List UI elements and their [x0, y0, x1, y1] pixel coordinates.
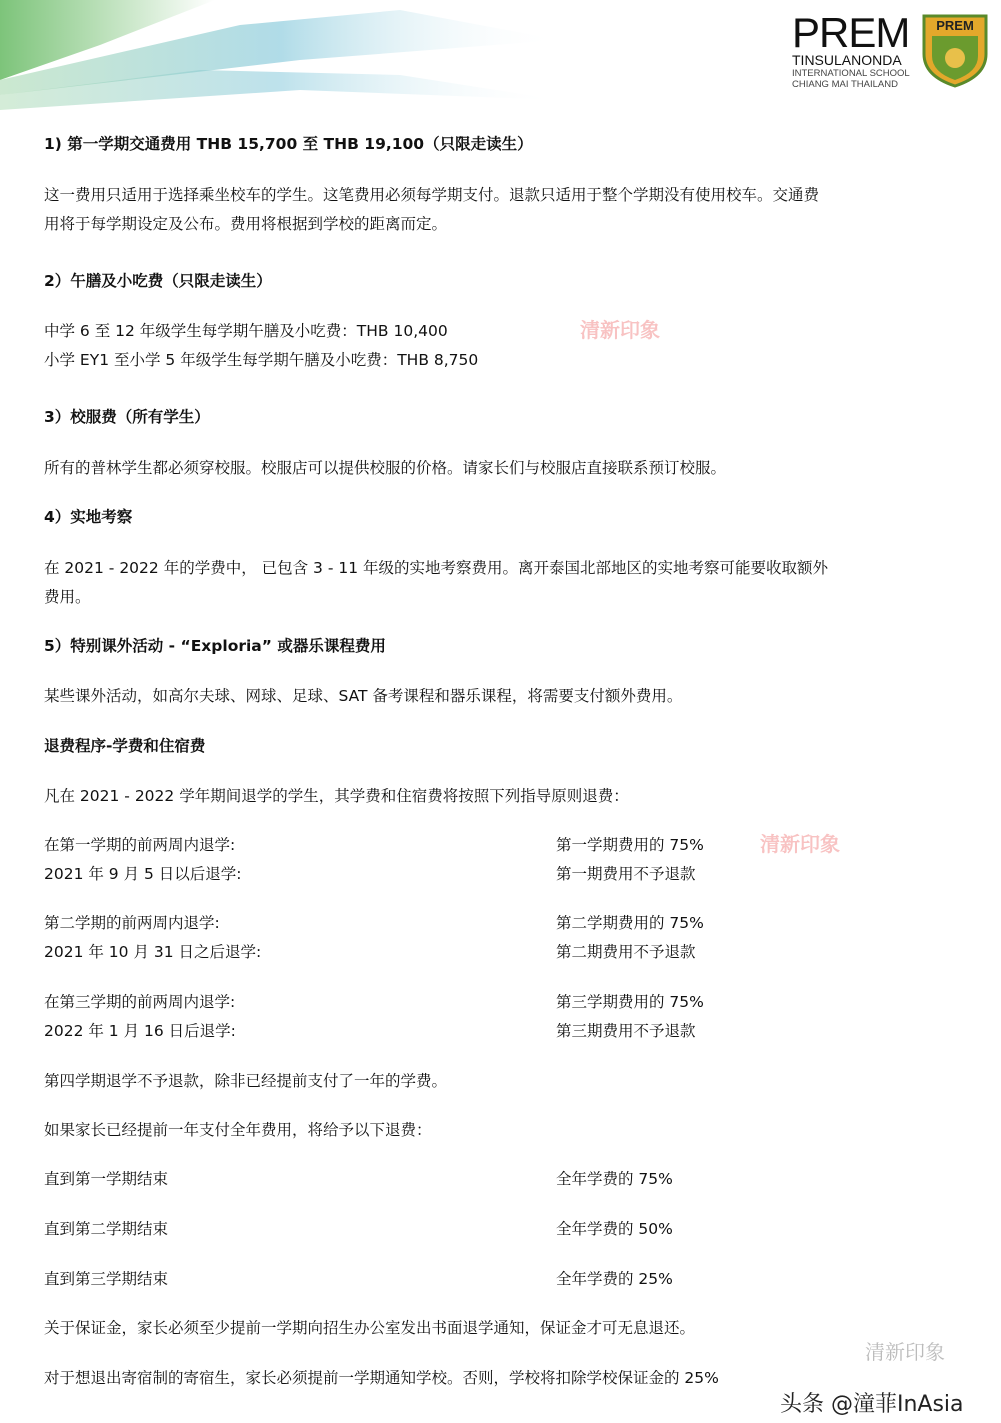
section-5-text: 某些课外活动，如高尔夫球、网球、足球、SAT 备考课程和器乐课程，将需要支付额外费用。 [44, 687, 683, 705]
section-2-text: 中学 6 至 12 年级学生每学期午膳及小吃费：THB 10,400 [44, 322, 448, 340]
refund-row-value: 第二期费用不予退款 [556, 943, 696, 961]
section-5-heading: 5）特别课外活动 - “Exploria” 或器乐课程费用 [44, 637, 386, 655]
refund-row-value: 第三期费用不予退款 [556, 1022, 696, 1040]
refund-heading: 退费程序-学费和住宿费 [44, 737, 206, 755]
school-logo: PREM TINSULANONDA INTERNATIONAL SCHOOL CHIANG MAI THAILAND [792, 9, 910, 90]
section-3-heading: 3）校服费（所有学生） [44, 408, 210, 426]
section-4-heading: 4）实地考察 [44, 508, 133, 526]
refund-row-label: 第二学期的前两周内退学: [44, 914, 220, 932]
watermark: 清新印象 [865, 1340, 945, 1364]
watermark-author: 头条 @潼菲InAsia [780, 1392, 964, 1417]
prepaid-row-value: 全年学费的 75% [556, 1170, 673, 1188]
prepaid-row-value: 全年学费的 25% [556, 1270, 673, 1288]
refund-row-value: 第一学期费用的 75% [556, 836, 704, 854]
refund-row-value: 第二学期费用的 75% [556, 914, 704, 932]
school-crest-icon [922, 14, 988, 88]
section-4-text: 在 2021 - 2022 年的学费中， 已包含 3 - 11 年级的实地考察费用。离开泰国北部地区的实地考察可能要收取额外 [44, 559, 829, 577]
section-2-text: 小学 EY1 至小学 5 年级学生每学期午膳及小吃费：THB 8,750 [44, 351, 479, 369]
section-3-text: 所有的普林学生都必须穿校服。校服店可以提供校服的价格。请家长们与校服店直接联系预订校服。 [44, 459, 727, 477]
prepaid-row-label: 直到第三学期结束 [44, 1270, 169, 1288]
boarding-text: 对于想退出寄宿制的寄宿生，家长必须提前一学期通知学校。否则，学校将扣除学校保证金的 25% [44, 1369, 719, 1387]
section-1-text: 这一费用只适用于选择乘坐校车的学生。这笔费用必须每学期支付。退款只适用于整个学期没有使用校车。交通费 [44, 186, 820, 204]
prepaid-row-label: 直到第一学期结束 [44, 1170, 169, 1188]
svg-text:PREM: PREM [936, 18, 974, 33]
refund-row-value: 第三学期费用的 75% [556, 993, 704, 1011]
section-4-text: 费用。 [44, 588, 91, 606]
prepaid-row-label: 直到第二学期结束 [44, 1220, 169, 1238]
section-1-text: 用将于每学期设定及公布。费用将根据到学校的距离而定。 [44, 215, 448, 233]
section-2-heading: 2）午膳及小吃费（只限走读生） [44, 272, 272, 290]
refund-row-label: 2021 年 10 月 31 日之后退学: [44, 943, 262, 961]
refund-row-label: 2022 年 1 月 16 日后退学: [44, 1022, 236, 1040]
refund-intro: 凡在 2021 - 2022 学年期间退学的学生，其学费和住宿费将按照下列指导原则退费： [44, 787, 629, 805]
deposit-text: 关于保证金，家长必须至少提前一学期向招生办公室发出书面退学通知，保证金才可无息退还。 [44, 1319, 696, 1337]
fourth-term-text: 第四学期退学不予退款，除非已经提前支付了一年的学费。 [44, 1072, 448, 1090]
prepaid-text: 如果家长已经提前一年支付全年费用，将给予以下退费： [44, 1121, 432, 1139]
header-banner-graphic [0, 0, 560, 115]
section-1-heading: 1) 第一学期交通费用 THB 15,700 至 THB 19,100（只限走读生） [44, 135, 533, 153]
refund-row-label: 在第三学期的前两周内退学: [44, 993, 236, 1011]
watermark: 清新印象 [580, 318, 660, 342]
refund-row-label: 2021 年 9 月 5 日以后退学: [44, 865, 242, 883]
refund-row-value: 第一期费用不予退款 [556, 865, 696, 883]
refund-row-label: 在第一学期的前两周内退学: [44, 836, 236, 854]
prepaid-row-value: 全年学费的 50% [556, 1220, 673, 1238]
watermark: 清新印象 [760, 832, 840, 856]
